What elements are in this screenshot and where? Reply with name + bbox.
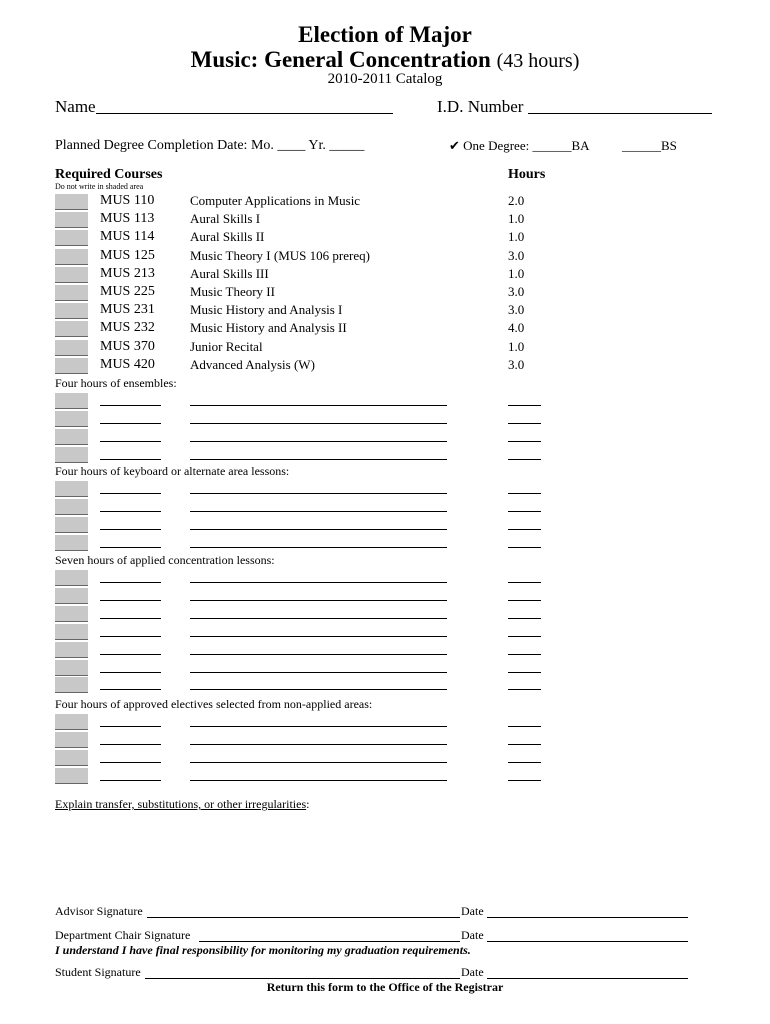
shaded-box bbox=[55, 447, 88, 463]
course-code: MUS 125 bbox=[100, 248, 155, 263]
course-hours: 1.0 bbox=[508, 211, 525, 226]
course-hours: 4.0 bbox=[508, 320, 525, 335]
shaded-box bbox=[55, 535, 88, 551]
shaded-box bbox=[55, 303, 88, 319]
hours-blank[interactable] bbox=[508, 618, 541, 619]
course-number-blank[interactable] bbox=[100, 654, 161, 655]
total-hours: (43 hours) bbox=[496, 50, 580, 72]
course-number-blank[interactable] bbox=[100, 441, 161, 442]
shaded-box bbox=[55, 606, 88, 622]
catalog-year: 2010-2011 Catalog bbox=[327, 71, 443, 87]
course-title-blank[interactable] bbox=[190, 582, 447, 583]
course-title-blank[interactable] bbox=[190, 529, 447, 530]
course-title: Computer Applications in Music bbox=[190, 193, 361, 208]
course-title: Music History and Analysis I bbox=[190, 302, 343, 317]
course-title-blank[interactable] bbox=[190, 780, 447, 781]
hours-blank[interactable] bbox=[508, 762, 541, 763]
shaded-area-note: Do not write in shaded area bbox=[55, 182, 144, 191]
course-hours: 3.0 bbox=[508, 248, 525, 263]
advisor-date-field[interactable] bbox=[487, 917, 688, 918]
shaded-box bbox=[55, 411, 88, 427]
id-number-field[interactable] bbox=[528, 113, 712, 114]
course-number-blank[interactable] bbox=[100, 672, 161, 673]
course-code: MUS 370 bbox=[100, 339, 155, 354]
section-label: Four hours of keyboard or alternate area lessons: bbox=[55, 464, 290, 478]
shaded-box bbox=[55, 429, 88, 445]
form-subtitle bbox=[0, 47, 770, 73]
course-hours: 1.0 bbox=[508, 339, 525, 354]
course-title-blank[interactable] bbox=[190, 511, 447, 512]
hours-blank[interactable] bbox=[508, 511, 541, 512]
course-number-blank[interactable] bbox=[100, 600, 161, 601]
course-number-blank[interactable] bbox=[100, 493, 161, 494]
course-title-blank[interactable] bbox=[190, 493, 447, 494]
course-title-blank[interactable] bbox=[190, 762, 447, 763]
explain-irregularities: Explain transfer, substitutions, or other irregularities: bbox=[55, 797, 310, 811]
course-title: Aural Skills II bbox=[190, 229, 265, 244]
course-title-blank[interactable] bbox=[190, 618, 447, 619]
course-number-blank[interactable] bbox=[100, 618, 161, 619]
course-number-blank[interactable] bbox=[100, 582, 161, 583]
course-code: MUS 113 bbox=[100, 211, 155, 226]
course-hours: 1.0 bbox=[508, 229, 525, 244]
hours-blank[interactable] bbox=[508, 423, 541, 424]
course-code: MUS 232 bbox=[100, 320, 155, 335]
course-number-blank[interactable] bbox=[100, 459, 161, 460]
shaded-box bbox=[55, 570, 88, 586]
advisor-signature-field[interactable] bbox=[147, 917, 460, 918]
section-label: Four hours of approved electives selected from non-applied areas: bbox=[55, 697, 373, 711]
planned-completion-date[interactable]: Planned Degree Completion Date: Mo. ____ Yr. _____ bbox=[55, 138, 365, 153]
chair-signature-field[interactable] bbox=[199, 941, 460, 942]
course-title: Music History and Analysis II bbox=[190, 320, 347, 335]
shaded-box bbox=[55, 517, 88, 533]
course-title: Advanced Analysis (W) bbox=[190, 357, 315, 372]
course-number-blank[interactable] bbox=[100, 726, 161, 727]
course-title: Music Theory I (MUS 106 prereq) bbox=[190, 248, 370, 263]
course-number-blank[interactable] bbox=[100, 511, 161, 512]
hours-blank[interactable] bbox=[508, 672, 541, 673]
hours-blank[interactable] bbox=[508, 582, 541, 583]
hours-heading: Hours bbox=[508, 167, 546, 182]
course-number-blank[interactable] bbox=[100, 423, 161, 424]
shaded-box bbox=[55, 212, 88, 228]
hours-blank[interactable] bbox=[508, 636, 541, 637]
shaded-box bbox=[55, 768, 88, 784]
advisor-signature-label: Advisor Signature bbox=[55, 904, 143, 918]
responsibility-statement: I understand I have final responsibility for monitoring my graduation requirements. bbox=[55, 943, 471, 957]
id-label: I.D. Number bbox=[437, 97, 524, 116]
one-degree-checkbox[interactable] bbox=[449, 138, 590, 154]
course-title-blank[interactable] bbox=[190, 654, 447, 655]
shaded-box bbox=[55, 194, 88, 210]
shaded-box bbox=[55, 714, 88, 730]
advisor-date-label: Date bbox=[461, 904, 484, 918]
course-title-blank[interactable] bbox=[190, 600, 447, 601]
course-title-blank[interactable] bbox=[190, 441, 447, 442]
hours-blank[interactable] bbox=[508, 600, 541, 601]
hours-blank[interactable] bbox=[508, 689, 541, 690]
return-instructions: Return this form to the Office of the Registrar bbox=[266, 980, 504, 994]
chair-signature-label: Department Chair Signature bbox=[55, 928, 191, 942]
shaded-box bbox=[55, 588, 88, 604]
hours-blank[interactable] bbox=[508, 547, 541, 548]
chair-date-label: Date bbox=[461, 928, 484, 942]
shaded-box bbox=[55, 393, 88, 409]
bs-degree-field[interactable]: ______BS bbox=[622, 138, 677, 153]
course-code: MUS 231 bbox=[100, 302, 155, 317]
form-title: Election of Major bbox=[298, 22, 472, 47]
course-title-blank[interactable] bbox=[190, 672, 447, 673]
course-title: Junior Recital bbox=[190, 339, 263, 354]
course-hours: 3.0 bbox=[508, 357, 525, 372]
course-title: Aural Skills I bbox=[190, 211, 261, 226]
course-code: MUS 213 bbox=[100, 266, 155, 281]
one-degree-label: One Degree: ______BA bbox=[463, 138, 590, 153]
shaded-box bbox=[55, 624, 88, 640]
course-hours: 3.0 bbox=[508, 284, 525, 299]
course-number-blank[interactable] bbox=[100, 529, 161, 530]
hours-blank[interactable] bbox=[508, 780, 541, 781]
course-hours: 1.0 bbox=[508, 266, 525, 281]
shaded-box bbox=[55, 249, 88, 265]
hours-blank[interactable] bbox=[508, 529, 541, 530]
student-signature-label: Student Signature bbox=[55, 965, 141, 979]
shaded-box bbox=[55, 285, 88, 301]
course-code: MUS 114 bbox=[100, 229, 155, 244]
section-label: Seven hours of applied concentration lessons: bbox=[55, 553, 275, 567]
hours-blank[interactable] bbox=[508, 493, 541, 494]
section-label: Four hours of ensembles: bbox=[55, 376, 177, 390]
required-courses-heading: Required Courses bbox=[55, 167, 163, 182]
course-number-blank[interactable] bbox=[100, 744, 161, 745]
concentration-name: Music: General Concentration bbox=[190, 47, 491, 72]
course-title-blank[interactable] bbox=[190, 636, 447, 637]
hours-blank[interactable] bbox=[508, 726, 541, 727]
shaded-box bbox=[55, 230, 88, 246]
course-title-blank[interactable] bbox=[190, 689, 447, 690]
student-date-label: Date bbox=[461, 965, 484, 979]
course-title-blank[interactable] bbox=[190, 547, 447, 548]
hours-blank[interactable] bbox=[508, 405, 541, 406]
course-title-blank[interactable] bbox=[190, 744, 447, 745]
chair-date-field[interactable] bbox=[487, 941, 688, 942]
course-code: MUS 225 bbox=[100, 284, 155, 299]
shaded-box bbox=[55, 660, 88, 676]
explain-label: Explain transfer, substitutions, or other irregularities bbox=[55, 797, 307, 811]
course-number-blank[interactable] bbox=[100, 780, 161, 781]
course-hours: 3.0 bbox=[508, 302, 525, 317]
course-title-blank[interactable] bbox=[190, 726, 447, 727]
hours-blank[interactable] bbox=[508, 654, 541, 655]
name-label: Name bbox=[55, 97, 96, 116]
shaded-box bbox=[55, 499, 88, 515]
hours-blank[interactable] bbox=[508, 459, 541, 460]
course-number-blank[interactable] bbox=[100, 689, 161, 690]
course-number-blank[interactable] bbox=[100, 547, 161, 548]
shaded-box bbox=[55, 267, 88, 283]
shaded-box bbox=[55, 677, 88, 693]
student-date-field[interactable] bbox=[487, 978, 688, 979]
shaded-box bbox=[55, 750, 88, 766]
hours-blank[interactable] bbox=[508, 441, 541, 442]
course-hours: 2.0 bbox=[508, 193, 525, 208]
course-title: Music Theory II bbox=[190, 284, 275, 299]
course-title-blank[interactable] bbox=[190, 459, 447, 460]
name-field[interactable] bbox=[96, 113, 393, 114]
shaded-box bbox=[55, 340, 88, 356]
course-code: MUS 420 bbox=[100, 357, 155, 372]
course-code: MUS 110 bbox=[100, 193, 155, 208]
course-number-blank[interactable] bbox=[100, 636, 161, 637]
shaded-box bbox=[55, 732, 88, 748]
shaded-box bbox=[55, 358, 88, 374]
course-title-blank[interactable] bbox=[190, 405, 447, 406]
student-signature-field[interactable] bbox=[145, 978, 460, 979]
course-number-blank[interactable] bbox=[100, 762, 161, 763]
course-title-blank[interactable] bbox=[190, 423, 447, 424]
hours-blank[interactable] bbox=[508, 744, 541, 745]
course-title: Aural Skills III bbox=[190, 266, 269, 281]
shaded-box bbox=[55, 642, 88, 658]
shaded-box bbox=[55, 481, 88, 497]
check-icon: ✔ bbox=[449, 138, 460, 153]
shaded-box bbox=[55, 321, 88, 337]
course-number-blank[interactable] bbox=[100, 405, 161, 406]
